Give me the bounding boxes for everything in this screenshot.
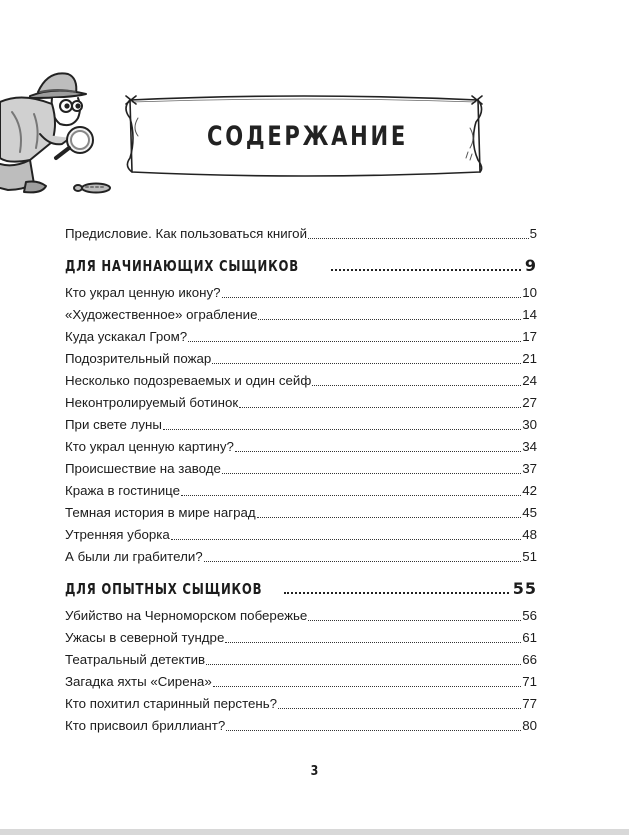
toc-entry-label: Ужасы в северной тундре (65, 630, 225, 645)
toc-entry-page: 5 (529, 226, 537, 241)
toc-entry-preface (65, 220, 537, 242)
toc-entry-page: 21 (522, 351, 537, 366)
toc-entry (65, 690, 537, 712)
toc-entry (65, 712, 537, 734)
toc-entry-label: Утренняя уборка (65, 527, 170, 542)
toc-entry-label: Кто украл ценную картину? (65, 439, 234, 454)
dot-leader (204, 561, 522, 562)
dot-leader (181, 495, 521, 496)
toc-entry (65, 477, 537, 499)
toc-entry-page: 71 (522, 674, 537, 689)
toc-entry-label: Кто похитил старинный перстень? (65, 696, 278, 711)
toc-entry (65, 543, 537, 565)
toc-entry (65, 279, 537, 301)
section-title: ДЛЯ ОПЫТНЫХ СЫЩИКОВ (65, 580, 263, 598)
dot-leader (171, 539, 521, 540)
toc-entry-page: 61 (522, 630, 537, 645)
toc-entry-label: Подозрительный пожар (65, 351, 212, 366)
toc-entry-page: 56 (522, 608, 537, 623)
page-number: 3 (310, 764, 319, 779)
toc-entry-label: Темная история в мире наград (65, 505, 256, 520)
toc-entry-page: 42 (522, 483, 537, 498)
toc-entry-label: А были ли грабители? (65, 549, 203, 564)
detective-illustration (0, 68, 125, 203)
toc-entry-label: Куда ускакал Гром? (65, 329, 188, 344)
dot-leader (222, 297, 522, 298)
toc-entry (65, 624, 537, 646)
toc-entry-page: 24 (522, 373, 537, 388)
dot-leader (163, 429, 521, 430)
toc-entry-label: Театральный детектив (65, 652, 206, 667)
page-bottom-edge (0, 829, 629, 835)
toc-entry (65, 323, 537, 345)
dot-leader (258, 319, 521, 320)
toc-entry (65, 646, 537, 668)
toc-entry (65, 411, 537, 433)
toc-entry-label: Кто присвоил бриллиант? (65, 718, 226, 733)
dot-leader (212, 363, 521, 364)
toc-entry-label: Кто украл ценную икону? (65, 285, 221, 300)
section-heading-beginners (65, 249, 537, 275)
toc-entry (65, 301, 537, 323)
dot-leader (308, 238, 529, 239)
dot-leader (206, 664, 521, 665)
dot-leader (284, 592, 509, 594)
toc-entry-page: 51 (522, 549, 537, 564)
dot-leader (312, 385, 521, 386)
page-title: СОДЕРЖАНИЕ (207, 121, 408, 152)
toc-entry-page: 80 (522, 718, 537, 733)
toc-entry-page: 66 (522, 652, 537, 667)
toc-entry (65, 389, 537, 411)
section-heading-experienced (65, 572, 537, 598)
toc-entry-page: 34 (522, 439, 537, 454)
toc-entry-page: 10 (522, 285, 537, 300)
dot-leader (222, 473, 521, 474)
dot-leader (331, 269, 521, 271)
toc-entry-label: Несколько подозреваемых и один сейф (65, 373, 312, 388)
toc-entry (65, 521, 537, 543)
table-of-contents (65, 220, 537, 734)
dot-leader (225, 642, 521, 643)
dot-leader (257, 517, 522, 518)
dot-leader (213, 686, 521, 687)
toc-entry-label: Кража в гостинице (65, 483, 181, 498)
toc-entry-page: 14 (522, 307, 537, 322)
section-title: ДЛЯ НАЧИНАЮЩИХ СЫЩИКОВ (65, 257, 299, 275)
toc-entry (65, 367, 537, 389)
toc-entry (65, 433, 537, 455)
toc-entry (65, 602, 537, 624)
toc-entry-page: 27 (522, 395, 537, 410)
toc-entry (65, 499, 537, 521)
toc-entry-label: Предисловие. Как пользоваться книгой (65, 226, 307, 241)
dot-leader (308, 620, 521, 621)
section-page: 55 (512, 579, 537, 598)
dot-leader (278, 708, 521, 709)
toc-entry-page: 77 (522, 696, 537, 711)
toc-entry-label: При свете луны (65, 417, 162, 432)
toc-entry-page: 30 (522, 417, 537, 432)
toc-entry-label: Загадка яхты «Сирена» (65, 674, 212, 689)
dot-leader (235, 451, 521, 452)
dot-leader (188, 341, 521, 342)
toc-entry-page: 17 (522, 329, 537, 344)
dot-leader (226, 730, 521, 731)
toc-entry-label: Происшествие на заводе (65, 461, 221, 476)
section-page: 9 (524, 256, 537, 275)
toc-entry-label: Неконтролируемый ботинок (65, 395, 239, 410)
toc-entry (65, 345, 537, 367)
toc-entry (65, 668, 537, 690)
toc-entry-label: «Художественное» ограбление (65, 307, 258, 322)
toc-entry-page: 37 (522, 461, 537, 476)
toc-entry-page: 48 (522, 527, 537, 542)
toc-entry-page: 45 (522, 505, 537, 520)
dot-leader (239, 407, 521, 408)
toc-entry (65, 455, 537, 477)
toc-entry-label: Убийство на Черноморском побережье (65, 608, 308, 623)
